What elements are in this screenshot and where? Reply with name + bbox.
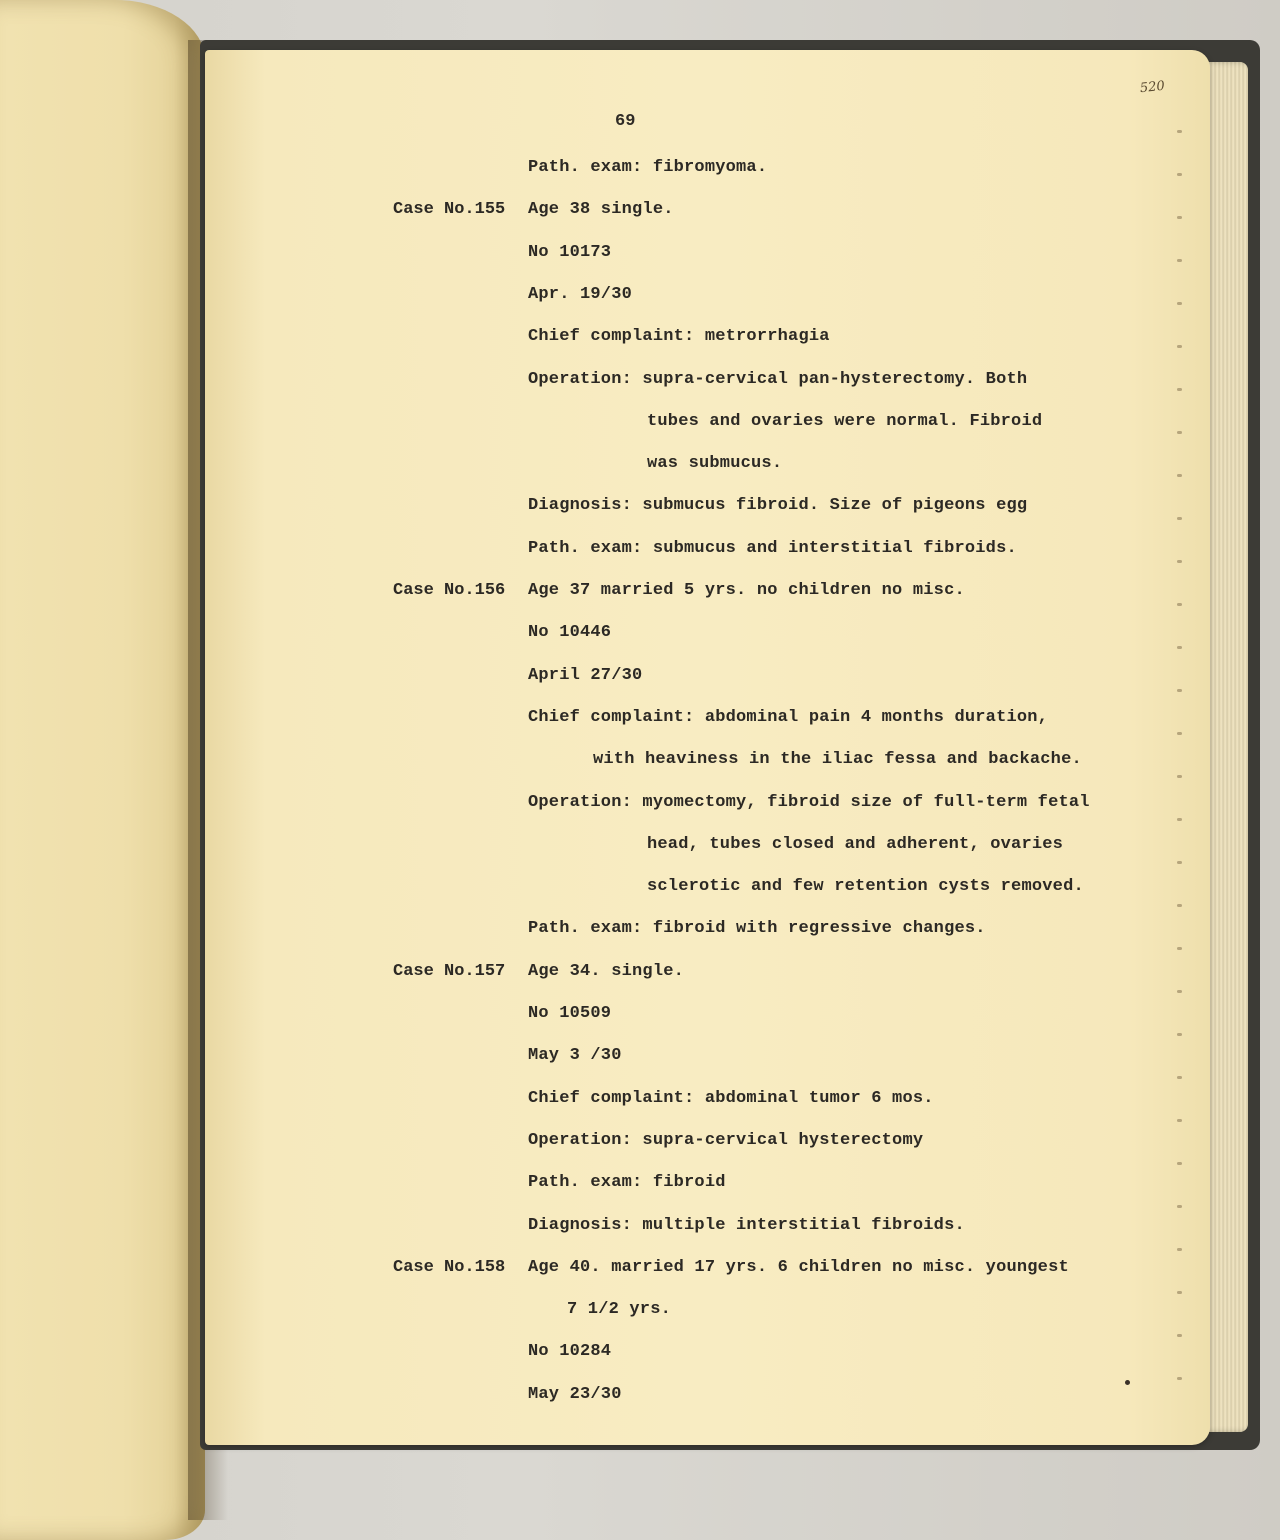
entry-line: was submucus.	[647, 454, 783, 474]
margin-marks	[1177, 130, 1189, 1430]
entry-line: Age 37 married 5 yrs. no children no misc.	[528, 581, 965, 600]
entry-line: No 10446	[528, 623, 612, 643]
entry-line: No 10509	[528, 1004, 612, 1023]
ink-dot	[1125, 1380, 1130, 1385]
margin-tick	[1177, 990, 1182, 993]
entry-line: Path. exam: fibromyoma.	[528, 158, 768, 177]
margin-tick	[1177, 560, 1182, 563]
entry-line: Chief complaint: abdominal pain 4 months duration,	[528, 707, 1049, 727]
margin-tick	[1177, 1248, 1182, 1251]
left-facing-page	[0, 0, 205, 1540]
margin-tick	[1177, 1334, 1182, 1337]
entry-line: Operation: supra-cervical pan-hysterectomy. Both	[528, 369, 1028, 389]
entry-line: Age 34. single.	[528, 961, 685, 981]
margin-tick	[1177, 1162, 1182, 1165]
entry-line: tubes and ovaries were normal. Fibroid	[647, 411, 1043, 431]
entry-line: Operation: myomectomy, fibroid size of full-term fetal	[528, 792, 1090, 812]
entry-line: Path. exam: fibroid with regressive changes.	[528, 919, 986, 939]
entry-line: Path. exam: fibroid	[528, 1173, 726, 1193]
case-label: Case No.156	[393, 581, 506, 600]
entry-line: Chief complaint: abdominal tumor 6 mos.	[528, 1088, 934, 1108]
entry-line: Age 38 single.	[528, 200, 674, 220]
margin-tick	[1177, 689, 1182, 692]
entry-line: May 23/30	[528, 1384, 622, 1404]
page-number: 69	[615, 112, 636, 131]
margin-tick	[1177, 259, 1182, 262]
case-label: Case No.157	[393, 961, 506, 981]
margin-tick	[1177, 732, 1182, 735]
margin-tick	[1177, 173, 1182, 176]
margin-tick	[1177, 130, 1182, 133]
entry-line: Age 40. married 17 yrs. 6 children no misc. youngest	[528, 1257, 1069, 1277]
margin-tick	[1177, 474, 1182, 477]
margin-tick	[1177, 1377, 1182, 1380]
entry-line: April 27/30	[528, 665, 643, 685]
bleed-through-text	[205, 50, 1210, 1445]
margin-tick	[1177, 818, 1182, 821]
case-label: Case No.155	[393, 200, 506, 220]
margin-tick	[1177, 216, 1182, 219]
margin-tick	[1177, 345, 1182, 348]
margin-tick	[1177, 1076, 1182, 1079]
margin-tick	[1177, 1205, 1182, 1208]
margin-tick	[1177, 388, 1182, 391]
entry-line: No 10173	[528, 242, 612, 262]
margin-tick	[1177, 775, 1182, 778]
entry-line: May 3 /30	[528, 1046, 622, 1066]
margin-tick	[1177, 947, 1182, 950]
margin-tick	[1177, 431, 1182, 434]
entry-line: Apr. 19/30	[528, 284, 633, 304]
entry-line: Chief complaint: metrorrhagia	[528, 327, 830, 347]
margin-tick	[1177, 1033, 1182, 1036]
margin-tick	[1177, 1291, 1182, 1294]
margin-tick	[1177, 517, 1182, 520]
entry-line: Path. exam: submucus and interstitial fibroids.	[528, 538, 1017, 558]
entry-line: head, tubes closed and adherent, ovaries	[647, 834, 1064, 854]
entry-line: 7 1/2 yrs.	[567, 1300, 672, 1320]
entry-line: Operation: supra-cervical hysterectomy	[528, 1130, 924, 1150]
case-label: Case No.158	[393, 1257, 506, 1277]
entry-line: Diagnosis: submucus fibroid. Size of pigeons egg	[528, 496, 1028, 516]
entry-line: No 10284	[528, 1342, 612, 1362]
folio-number: 520	[1139, 78, 1166, 97]
margin-tick	[1177, 904, 1182, 907]
margin-tick	[1177, 302, 1182, 305]
margin-tick	[1177, 861, 1182, 864]
margin-tick	[1177, 603, 1182, 606]
entry-line: with heaviness in the iliac fessa and backache.	[593, 750, 1082, 770]
document-page	[205, 50, 1210, 1445]
entry-line: sclerotic and few retention cysts removed.	[647, 877, 1084, 897]
margin-tick	[1177, 1119, 1182, 1122]
entry-line: Diagnosis: multiple interstitial fibroids.	[528, 1215, 965, 1235]
margin-tick	[1177, 646, 1182, 649]
